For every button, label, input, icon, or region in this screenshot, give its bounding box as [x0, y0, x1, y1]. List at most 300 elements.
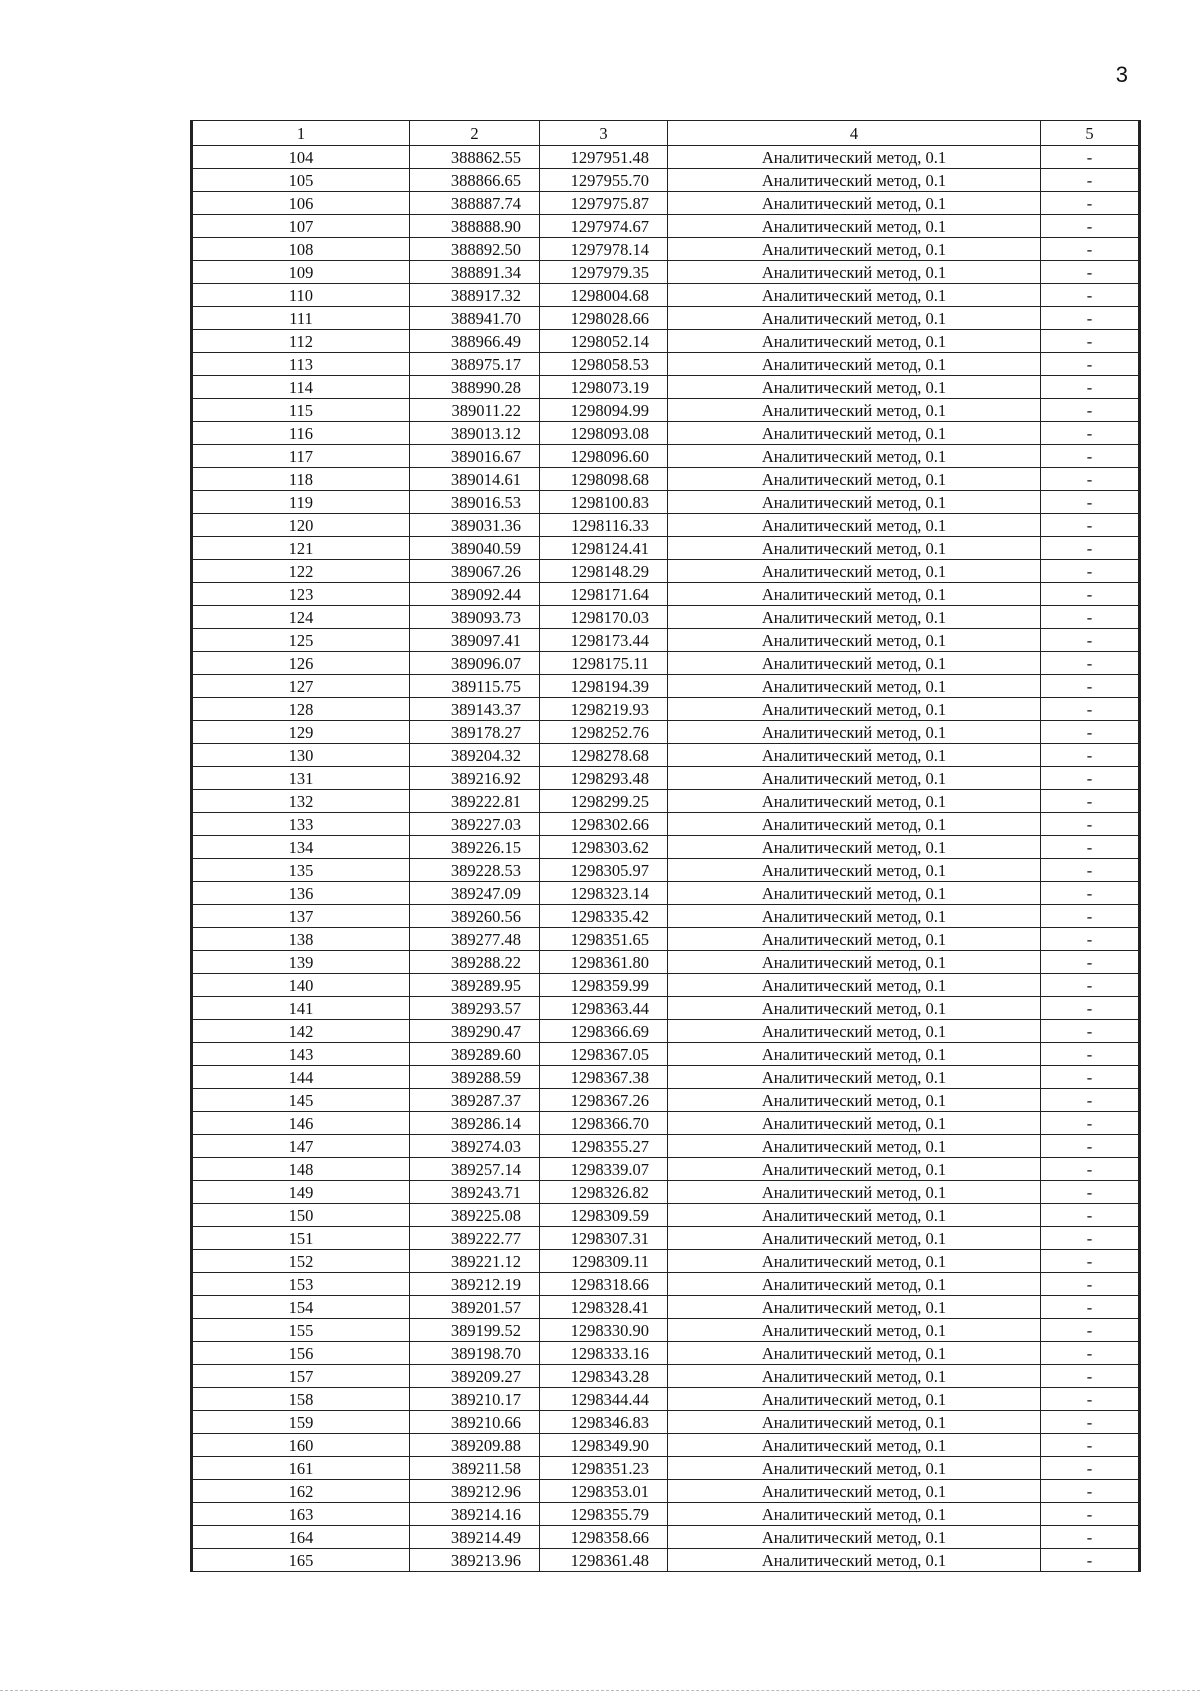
table-body: [192, 146, 1140, 1572]
cell-note: -: [1041, 468, 1140, 491]
table-row: [192, 146, 1140, 169]
cell-note: -: [1041, 238, 1140, 261]
cell-y-coordinate: 1298330.90: [540, 1319, 668, 1342]
cell-point-number: 105: [192, 169, 410, 192]
cell-method-accuracy: Аналитический метод, 0.1: [668, 1503, 1041, 1526]
cell-method-accuracy: Аналитический метод, 0.1: [668, 790, 1041, 813]
cell-x-coordinate: 389257.14: [410, 1158, 540, 1181]
cell-point-number: 109: [192, 261, 410, 284]
page-number: 3: [1115, 62, 1128, 87]
cell-point-number: 131: [192, 767, 410, 790]
cell-method-accuracy: Аналитический метод, 0.1: [668, 1365, 1041, 1388]
table-row: [192, 836, 1140, 859]
cell-point-number: 140: [192, 974, 410, 997]
table-row: [192, 376, 1140, 399]
cell-point-number: 153: [192, 1273, 410, 1296]
cell-method-accuracy: Аналитический метод, 0.1: [668, 261, 1041, 284]
cell-method-accuracy: Аналитический метод, 0.1: [668, 307, 1041, 330]
cell-y-coordinate: 1298353.01: [540, 1480, 668, 1503]
cell-point-number: 121: [192, 537, 410, 560]
cell-x-coordinate: 389228.53: [410, 859, 540, 882]
table-row: [192, 882, 1140, 905]
cell-point-number: 111: [192, 307, 410, 330]
cell-y-coordinate: 1297978.14: [540, 238, 668, 261]
cell-y-coordinate: 1298367.05: [540, 1043, 668, 1066]
cell-note: -: [1041, 790, 1140, 813]
cell-note: -: [1041, 1411, 1140, 1434]
cell-method-accuracy: Аналитический метод, 0.1: [668, 1135, 1041, 1158]
header-col-3: 3: [540, 121, 668, 146]
table-row: [192, 514, 1140, 537]
cell-point-number: 127: [192, 675, 410, 698]
cell-note: -: [1041, 974, 1140, 997]
cell-note: -: [1041, 514, 1140, 537]
cell-y-coordinate: 1298349.90: [540, 1434, 668, 1457]
cell-point-number: 149: [192, 1181, 410, 1204]
cell-note: -: [1041, 997, 1140, 1020]
cell-method-accuracy: Аналитический метод, 0.1: [668, 192, 1041, 215]
cell-note: -: [1041, 146, 1140, 169]
cell-y-coordinate: 1298219.93: [540, 698, 668, 721]
cell-y-coordinate: 1298194.39: [540, 675, 668, 698]
cell-x-coordinate: 389247.09: [410, 882, 540, 905]
cell-note: -: [1041, 1273, 1140, 1296]
cell-method-accuracy: Аналитический метод, 0.1: [668, 675, 1041, 698]
cell-x-coordinate: 389288.59: [410, 1066, 540, 1089]
table-row: [192, 790, 1140, 813]
cell-x-coordinate: 389213.96: [410, 1549, 540, 1572]
table-row: [192, 192, 1140, 215]
cell-y-coordinate: 1298278.68: [540, 744, 668, 767]
table-row: [192, 353, 1140, 376]
cell-note: -: [1041, 560, 1140, 583]
cell-note: -: [1041, 1158, 1140, 1181]
cell-x-coordinate: 389260.56: [410, 905, 540, 928]
cell-point-number: 154: [192, 1296, 410, 1319]
cell-method-accuracy: Аналитический метод, 0.1: [668, 1204, 1041, 1227]
cell-point-number: 130: [192, 744, 410, 767]
cell-method-accuracy: Аналитический метод, 0.1: [668, 1273, 1041, 1296]
cell-y-coordinate: 1298148.29: [540, 560, 668, 583]
cell-x-coordinate: 389014.61: [410, 468, 540, 491]
cell-method-accuracy: Аналитический метод, 0.1: [668, 928, 1041, 951]
cell-note: -: [1041, 836, 1140, 859]
cell-point-number: 112: [192, 330, 410, 353]
cell-method-accuracy: Аналитический метод, 0.1: [668, 1480, 1041, 1503]
table-row: [192, 1526, 1140, 1549]
cell-y-coordinate: 1298098.68: [540, 468, 668, 491]
cell-point-number: 113: [192, 353, 410, 376]
cell-y-coordinate: 1298359.99: [540, 974, 668, 997]
table-row: [192, 307, 1140, 330]
cell-x-coordinate: 389274.03: [410, 1135, 540, 1158]
cell-method-accuracy: Аналитический метод, 0.1: [668, 1388, 1041, 1411]
cell-note: -: [1041, 928, 1140, 951]
cell-y-coordinate: 1298361.80: [540, 951, 668, 974]
table-row: [192, 905, 1140, 928]
cell-note: -: [1041, 353, 1140, 376]
cell-x-coordinate: 389016.53: [410, 491, 540, 514]
cell-y-coordinate: 1298100.83: [540, 491, 668, 514]
cell-method-accuracy: Аналитический метод, 0.1: [668, 468, 1041, 491]
header-col-4: 4: [668, 121, 1041, 146]
cell-point-number: 143: [192, 1043, 410, 1066]
cell-note: -: [1041, 1503, 1140, 1526]
cell-y-coordinate: 1298052.14: [540, 330, 668, 353]
cell-x-coordinate: 388975.17: [410, 353, 540, 376]
cell-y-coordinate: 1298058.53: [540, 353, 668, 376]
cell-note: -: [1041, 1020, 1140, 1043]
cell-y-coordinate: 1298309.11: [540, 1250, 668, 1273]
cell-point-number: 163: [192, 1503, 410, 1526]
cell-note: -: [1041, 652, 1140, 675]
cell-x-coordinate: 388990.28: [410, 376, 540, 399]
cell-x-coordinate: 389277.48: [410, 928, 540, 951]
cell-y-coordinate: 1298028.66: [540, 307, 668, 330]
table-row: [192, 997, 1140, 1020]
cell-note: -: [1041, 1526, 1140, 1549]
table-row: [192, 1319, 1140, 1342]
cell-y-coordinate: 1298351.65: [540, 928, 668, 951]
cell-method-accuracy: Аналитический метод, 0.1: [668, 399, 1041, 422]
cell-note: -: [1041, 1135, 1140, 1158]
table-row: [192, 652, 1140, 675]
table-row: [192, 744, 1140, 767]
cell-point-number: 133: [192, 813, 410, 836]
cell-point-number: 162: [192, 1480, 410, 1503]
cell-y-coordinate: 1298361.48: [540, 1549, 668, 1572]
cell-note: -: [1041, 284, 1140, 307]
table-row: [192, 1549, 1140, 1572]
table-row: [192, 399, 1140, 422]
cell-y-coordinate: 1297979.35: [540, 261, 668, 284]
cell-y-coordinate: 1298323.14: [540, 882, 668, 905]
cell-x-coordinate: 389287.37: [410, 1089, 540, 1112]
cell-x-coordinate: 388862.55: [410, 146, 540, 169]
cell-y-coordinate: 1298094.99: [540, 399, 668, 422]
table-row: [192, 1273, 1140, 1296]
cell-method-accuracy: Аналитический метод, 0.1: [668, 376, 1041, 399]
cell-x-coordinate: 389040.59: [410, 537, 540, 560]
cell-point-number: 117: [192, 445, 410, 468]
cell-point-number: 165: [192, 1549, 410, 1572]
cell-method-accuracy: Аналитический метод, 0.1: [668, 284, 1041, 307]
cell-y-coordinate: 1298318.66: [540, 1273, 668, 1296]
cell-x-coordinate: 389097.41: [410, 629, 540, 652]
cell-x-coordinate: 389212.96: [410, 1480, 540, 1503]
cell-method-accuracy: Аналитический метод, 0.1: [668, 560, 1041, 583]
cell-note: -: [1041, 675, 1140, 698]
cell-point-number: 150: [192, 1204, 410, 1227]
cell-method-accuracy: Аналитический метод, 0.1: [668, 813, 1041, 836]
cell-point-number: 123: [192, 583, 410, 606]
cell-method-accuracy: Аналитический метод, 0.1: [668, 422, 1041, 445]
cell-x-coordinate: 389243.71: [410, 1181, 540, 1204]
cell-note: -: [1041, 629, 1140, 652]
cell-x-coordinate: 388917.32: [410, 284, 540, 307]
cell-y-coordinate: 1298358.66: [540, 1526, 668, 1549]
table-row: [192, 629, 1140, 652]
cell-x-coordinate: 389178.27: [410, 721, 540, 744]
cell-method-accuracy: Аналитический метод, 0.1: [668, 629, 1041, 652]
table-row: [192, 1365, 1140, 1388]
table-row: [192, 675, 1140, 698]
cell-y-coordinate: 1297974.67: [540, 215, 668, 238]
table-row: [192, 928, 1140, 951]
cell-method-accuracy: Аналитический метод, 0.1: [668, 1112, 1041, 1135]
cell-note: -: [1041, 951, 1140, 974]
cell-method-accuracy: Аналитический метод, 0.1: [668, 583, 1041, 606]
cell-note: -: [1041, 1181, 1140, 1204]
cell-x-coordinate: 389211.58: [410, 1457, 540, 1480]
cell-note: -: [1041, 1365, 1140, 1388]
cell-method-accuracy: Аналитический метод, 0.1: [668, 1181, 1041, 1204]
cell-method-accuracy: Аналитический метод, 0.1: [668, 1043, 1041, 1066]
cell-x-coordinate: 389212.19: [410, 1273, 540, 1296]
header-col-2: 2: [410, 121, 540, 146]
cell-point-number: 161: [192, 1457, 410, 1480]
cell-y-coordinate: 1298303.62: [540, 836, 668, 859]
cell-x-coordinate: 389092.44: [410, 583, 540, 606]
cell-note: -: [1041, 1112, 1140, 1135]
cell-note: -: [1041, 261, 1140, 284]
cell-point-number: 124: [192, 606, 410, 629]
table-row: [192, 1480, 1140, 1503]
scan-artifact-line: [0, 1690, 1200, 1692]
cell-x-coordinate: 389067.26: [410, 560, 540, 583]
cell-y-coordinate: 1298302.66: [540, 813, 668, 836]
cell-note: -: [1041, 1388, 1140, 1411]
cell-note: -: [1041, 1319, 1140, 1342]
cell-method-accuracy: Аналитический метод, 0.1: [668, 744, 1041, 767]
cell-x-coordinate: 389222.77: [410, 1227, 540, 1250]
cell-method-accuracy: Аналитический метод, 0.1: [668, 767, 1041, 790]
cell-note: -: [1041, 1549, 1140, 1572]
cell-point-number: 116: [192, 422, 410, 445]
cell-method-accuracy: Аналитический метод, 0.1: [668, 859, 1041, 882]
cell-point-number: 145: [192, 1089, 410, 1112]
cell-y-coordinate: 1298175.11: [540, 652, 668, 675]
cell-note: -: [1041, 537, 1140, 560]
cell-method-accuracy: Аналитический метод, 0.1: [668, 537, 1041, 560]
cell-y-coordinate: 1298096.60: [540, 445, 668, 468]
table-row: [192, 468, 1140, 491]
cell-method-accuracy: Аналитический метод, 0.1: [668, 974, 1041, 997]
cell-note: -: [1041, 606, 1140, 629]
cell-method-accuracy: Аналитический метод, 0.1: [668, 491, 1041, 514]
cell-method-accuracy: Аналитический метод, 0.1: [668, 215, 1041, 238]
table-row: [192, 1204, 1140, 1227]
cell-method-accuracy: Аналитический метод, 0.1: [668, 606, 1041, 629]
cell-y-coordinate: 1298339.07: [540, 1158, 668, 1181]
cell-method-accuracy: Аналитический метод, 0.1: [668, 1342, 1041, 1365]
cell-y-coordinate: 1298173.44: [540, 629, 668, 652]
cell-x-coordinate: 389289.60: [410, 1043, 540, 1066]
cell-method-accuracy: Аналитический метод, 0.1: [668, 1250, 1041, 1273]
table-row: [192, 261, 1140, 284]
cell-method-accuracy: Аналитический метод, 0.1: [668, 353, 1041, 376]
table-row: [192, 1112, 1140, 1135]
cell-method-accuracy: Аналитический метод, 0.1: [668, 1020, 1041, 1043]
cell-note: -: [1041, 698, 1140, 721]
table-row: [192, 1296, 1140, 1319]
cell-x-coordinate: 389214.49: [410, 1526, 540, 1549]
cell-x-coordinate: 389013.12: [410, 422, 540, 445]
table-row: [192, 1388, 1140, 1411]
coordinates-table-container: [190, 120, 1138, 1572]
cell-y-coordinate: 1298004.68: [540, 284, 668, 307]
cell-y-coordinate: 1298309.59: [540, 1204, 668, 1227]
table-row: [192, 1342, 1140, 1365]
cell-point-number: 158: [192, 1388, 410, 1411]
cell-y-coordinate: 1298366.69: [540, 1020, 668, 1043]
cell-point-number: 115: [192, 399, 410, 422]
cell-x-coordinate: 388891.34: [410, 261, 540, 284]
cell-x-coordinate: 388866.65: [410, 169, 540, 192]
table-row: [192, 284, 1140, 307]
cell-x-coordinate: 388966.49: [410, 330, 540, 353]
cell-point-number: 129: [192, 721, 410, 744]
cell-note: -: [1041, 1342, 1140, 1365]
cell-point-number: 138: [192, 928, 410, 951]
table-row: [192, 1135, 1140, 1158]
cell-point-number: 152: [192, 1250, 410, 1273]
cell-note: -: [1041, 767, 1140, 790]
cell-note: -: [1041, 1457, 1140, 1480]
cell-point-number: 125: [192, 629, 410, 652]
coordinates-table: [190, 120, 1141, 1572]
table-row: [192, 1043, 1140, 1066]
cell-point-number: 151: [192, 1227, 410, 1250]
cell-method-accuracy: Аналитический метод, 0.1: [668, 1089, 1041, 1112]
cell-x-coordinate: 389199.52: [410, 1319, 540, 1342]
cell-note: -: [1041, 1296, 1140, 1319]
cell-method-accuracy: Аналитический метод, 0.1: [668, 997, 1041, 1020]
cell-note: -: [1041, 744, 1140, 767]
cell-note: -: [1041, 813, 1140, 836]
table-row: [192, 974, 1140, 997]
cell-y-coordinate: 1297975.87: [540, 192, 668, 215]
cell-method-accuracy: Аналитический метод, 0.1: [668, 1434, 1041, 1457]
table-row: [192, 330, 1140, 353]
cell-x-coordinate: 389011.22: [410, 399, 540, 422]
cell-point-number: 147: [192, 1135, 410, 1158]
cell-note: -: [1041, 399, 1140, 422]
cell-point-number: 141: [192, 997, 410, 1020]
cell-x-coordinate: 389115.75: [410, 675, 540, 698]
cell-method-accuracy: Аналитический метод, 0.1: [668, 1457, 1041, 1480]
cell-y-coordinate: 1298299.25: [540, 790, 668, 813]
table-row: [192, 1457, 1140, 1480]
cell-point-number: 122: [192, 560, 410, 583]
cell-y-coordinate: 1298093.08: [540, 422, 668, 445]
table-row: [192, 560, 1140, 583]
cell-y-coordinate: 1298307.31: [540, 1227, 668, 1250]
cell-point-number: 136: [192, 882, 410, 905]
cell-note: -: [1041, 491, 1140, 514]
cell-y-coordinate: 1298293.48: [540, 767, 668, 790]
cell-method-accuracy: Аналитический метод, 0.1: [668, 238, 1041, 261]
table-row: [192, 1250, 1140, 1273]
cell-x-coordinate: 389031.36: [410, 514, 540, 537]
cell-note: -: [1041, 1089, 1140, 1112]
table-row: [192, 537, 1140, 560]
cell-point-number: 156: [192, 1342, 410, 1365]
cell-point-number: 155: [192, 1319, 410, 1342]
cell-note: -: [1041, 169, 1140, 192]
cell-method-accuracy: Аналитический метод, 0.1: [668, 169, 1041, 192]
cell-x-coordinate: 389222.81: [410, 790, 540, 813]
cell-x-coordinate: 389209.27: [410, 1365, 540, 1388]
cell-point-number: 134: [192, 836, 410, 859]
cell-note: -: [1041, 882, 1140, 905]
cell-point-number: 114: [192, 376, 410, 399]
cell-x-coordinate: 389096.07: [410, 652, 540, 675]
cell-method-accuracy: Аналитический метод, 0.1: [668, 1227, 1041, 1250]
cell-method-accuracy: Аналитический метод, 0.1: [668, 1296, 1041, 1319]
cell-method-accuracy: Аналитический метод, 0.1: [668, 951, 1041, 974]
cell-note: -: [1041, 721, 1140, 744]
cell-note: -: [1041, 376, 1140, 399]
cell-point-number: 119: [192, 491, 410, 514]
cell-method-accuracy: Аналитический метод, 0.1: [668, 1319, 1041, 1342]
table-row: [192, 169, 1140, 192]
cell-note: -: [1041, 905, 1140, 928]
table-row: [192, 215, 1140, 238]
cell-note: -: [1041, 422, 1140, 445]
cell-y-coordinate: 1298124.41: [540, 537, 668, 560]
cell-x-coordinate: 389214.16: [410, 1503, 540, 1526]
table-row: [192, 1181, 1140, 1204]
cell-y-coordinate: 1298116.33: [540, 514, 668, 537]
cell-x-coordinate: 388941.70: [410, 307, 540, 330]
cell-x-coordinate: 389201.57: [410, 1296, 540, 1319]
cell-x-coordinate: 389227.03: [410, 813, 540, 836]
cell-note: -: [1041, 859, 1140, 882]
cell-note: -: [1041, 445, 1140, 468]
cell-point-number: 120: [192, 514, 410, 537]
cell-y-coordinate: 1298351.23: [540, 1457, 668, 1480]
cell-note: -: [1041, 1043, 1140, 1066]
cell-method-accuracy: Аналитический метод, 0.1: [668, 905, 1041, 928]
cell-note: -: [1041, 307, 1140, 330]
cell-method-accuracy: Аналитический метод, 0.1: [668, 1526, 1041, 1549]
cell-point-number: 144: [192, 1066, 410, 1089]
table-row: [192, 1227, 1140, 1250]
cell-x-coordinate: 389226.15: [410, 836, 540, 859]
cell-y-coordinate: 1297955.70: [540, 169, 668, 192]
table-row: [192, 1066, 1140, 1089]
cell-x-coordinate: 389204.32: [410, 744, 540, 767]
cell-x-coordinate: 389289.95: [410, 974, 540, 997]
cell-y-coordinate: 1298344.44: [540, 1388, 668, 1411]
cell-y-coordinate: 1297951.48: [540, 146, 668, 169]
cell-y-coordinate: 1298170.03: [540, 606, 668, 629]
cell-point-number: 160: [192, 1434, 410, 1457]
cell-x-coordinate: 389293.57: [410, 997, 540, 1020]
cell-y-coordinate: 1298333.16: [540, 1342, 668, 1365]
cell-point-number: 132: [192, 790, 410, 813]
cell-y-coordinate: 1298073.19: [540, 376, 668, 399]
cell-point-number: 118: [192, 468, 410, 491]
cell-point-number: 107: [192, 215, 410, 238]
cell-x-coordinate: 389221.12: [410, 1250, 540, 1273]
cell-point-number: 137: [192, 905, 410, 928]
table-row: [192, 1503, 1140, 1526]
cell-point-number: 157: [192, 1365, 410, 1388]
cell-point-number: 135: [192, 859, 410, 882]
table-row: [192, 606, 1140, 629]
